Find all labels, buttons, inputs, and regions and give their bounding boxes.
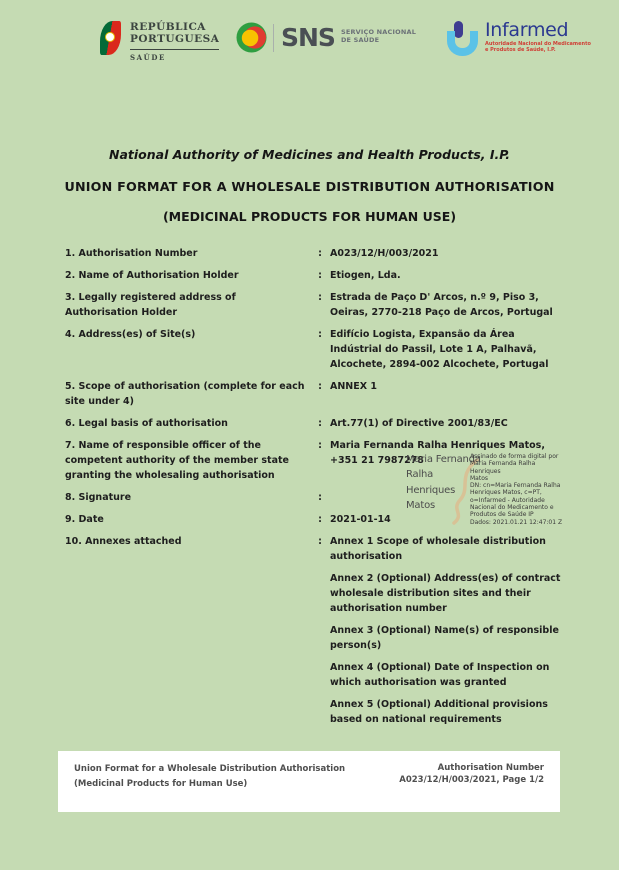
signature-name-line: Henriques (406, 484, 456, 496)
signature-name-line: Matos (406, 499, 436, 511)
field-value (330, 534, 562, 727)
field-value: ANNEX 1 (330, 381, 377, 392)
field-value: Maria Fernanda Ralha Henriques Matos, +351 21 7987278 (330, 440, 545, 466)
signature-detail-line: Assinado de forma digital por (470, 453, 559, 460)
gov-logo-text (130, 21, 219, 62)
signature-detail-line: Henriques Matos, c=PT, (470, 489, 542, 497)
field-label: 10. Annexes attached (65, 536, 182, 547)
gov-logo-dept: SAÚDE (130, 53, 166, 62)
field-colon: : (318, 270, 322, 281)
annex-item-2: Annex 2 (Optional) Address(es) of contract wholesale distribution sites and their authorisation number (330, 573, 561, 614)
sns-tagline (341, 28, 416, 44)
authority-title: National Authority of Medicines and Health Products, I.P. (109, 147, 510, 162)
annex-item-4: Annex 4 (Optional) Date of Inspection on which authorisation was granted (330, 662, 550, 688)
infarmed-name: Infarmed (485, 19, 569, 41)
field-value: A023/12/H/003/2021 (330, 248, 439, 259)
signature-detail-line: Maria Fernanda Ralha Henriques (470, 460, 536, 475)
field-colon: : (318, 292, 322, 303)
field-row-legal-basis (65, 416, 562, 431)
document-subtitle: (MEDICINAL PRODUCTS FOR HUMAN USE) (162, 209, 457, 224)
field-value: Edifício Logista, Expansão da Área Indústrial do Passil, Lote 1 A, Palhavã, Alcochete, 2894-002 Alcochete, Portugal (330, 329, 549, 370)
infarmed-u-icon (447, 20, 481, 60)
signature-detail-line: Matos (470, 474, 489, 482)
field-colon: : (318, 248, 322, 259)
field-colon: : (318, 514, 322, 525)
annex-item-5: Annex 5 (Optional) Additional provisions based on national requirements (330, 699, 548, 725)
signature-detail-line: Dados: 2021.01.21 12:47:01 Z (470, 518, 563, 526)
gov-logo-line1: REPÚBLICA (130, 21, 206, 33)
signature-name-line: Maria Fernanda (406, 454, 481, 465)
field-colon: : (318, 418, 322, 429)
signature-detail-line: Nacional do Medicamento e (470, 504, 554, 512)
infarmed-u-shape (447, 31, 478, 56)
portugal-flag-icon (100, 21, 121, 55)
field-value: Estrada de Paço D' Arcos, n.º 9, Piso 3, Oeiras, 2770-218 Paço de Arcos, Portugal (330, 292, 553, 318)
sns-divider (273, 24, 274, 52)
annex-item-1: Annex 1 Scope of wholesale distribution authorisation (330, 536, 546, 562)
field-row-annexes (65, 534, 562, 727)
sns-tagline-1: SERVIÇO NACIONAL (340, 27, 417, 36)
field-colon: : (318, 329, 322, 340)
infarmed-tagline-1: Autoridade Nacional do Medicamento (485, 41, 591, 47)
signature-detail-line: DN: cn=Maria Fernanda Ralha (470, 482, 561, 490)
field-row-site-addresses (65, 327, 562, 372)
page-footer (58, 751, 560, 812)
sns-logo (236, 22, 416, 53)
field-colon: : (318, 381, 322, 392)
signature-detail-line: o=Infarmed - Autoridade (470, 496, 545, 504)
gov-logo-line2: PORTUGUESA (130, 33, 220, 45)
field-colon: : (318, 536, 322, 547)
field-row-holder-name (65, 268, 562, 283)
footer-page-number: Authorisation Number A023/12/H/003/2021, Page 1/2 (399, 763, 544, 785)
signature-name-line: Ralha (406, 469, 434, 481)
field-value: Art.77(1) of Directive 2001/83/EC (330, 418, 508, 429)
field-value: 2021-01-14 (330, 514, 391, 525)
sns-circle-icon (236, 22, 267, 53)
field-row-registered-address (65, 290, 562, 320)
field-value: Etiogen, Lda. (330, 270, 401, 281)
annex-item-3: Annex 3 (Optional) Name(s) of responsible person(s) (330, 625, 559, 651)
field-label: 3. Legally registered address of Authorisation Holder (65, 292, 236, 318)
field-colon: : (318, 440, 322, 451)
sns-tagline-2: DE SAÚDE (340, 35, 380, 44)
republica-portuguesa-logo (100, 21, 219, 62)
field-label: 5. Scope of authorisation (complete for each site under 4) (65, 381, 305, 407)
field-label: 2. Name of Authorisation Holder (65, 270, 239, 281)
infarmed-text (485, 20, 591, 53)
sns-abbr: SNS (281, 23, 335, 52)
field-label: 4. Address(es) of Site(s) (65, 329, 196, 340)
field-row-scope (65, 379, 562, 409)
field-label: 1. Authorisation Number (65, 248, 198, 259)
field-label: 8. Signature (65, 492, 132, 503)
infarmed-logo (447, 20, 591, 60)
armillary-sphere-icon (105, 32, 115, 42)
field-label: 9. Date (65, 514, 104, 525)
document-title-block (0, 147, 619, 224)
footer-document-title: Union Format for a Wholesale Distribution Authorisation (Medicinal Products for Human Use) (74, 764, 346, 789)
field-colon: : (318, 492, 322, 503)
field-label: 6. Legal basis of authorisation (65, 418, 228, 429)
infarmed-tagline-2: e Produtos de Saúde, I.P. (485, 47, 556, 53)
document-title: UNION FORMAT FOR A WHOLESALE DISTRIBUTION AUTHORISATION (64, 179, 555, 194)
signature-detail-line: Produtos de Saúde IP (470, 511, 534, 519)
gov-logo-rule (130, 49, 219, 50)
signature-certificate-details (470, 453, 565, 526)
signature-name (406, 452, 481, 513)
field-row-authorisation-number (65, 246, 562, 261)
field-label: 7. Name of responsible officer of the competent authority of the member state granting the wholesaling authorisation (65, 440, 289, 481)
